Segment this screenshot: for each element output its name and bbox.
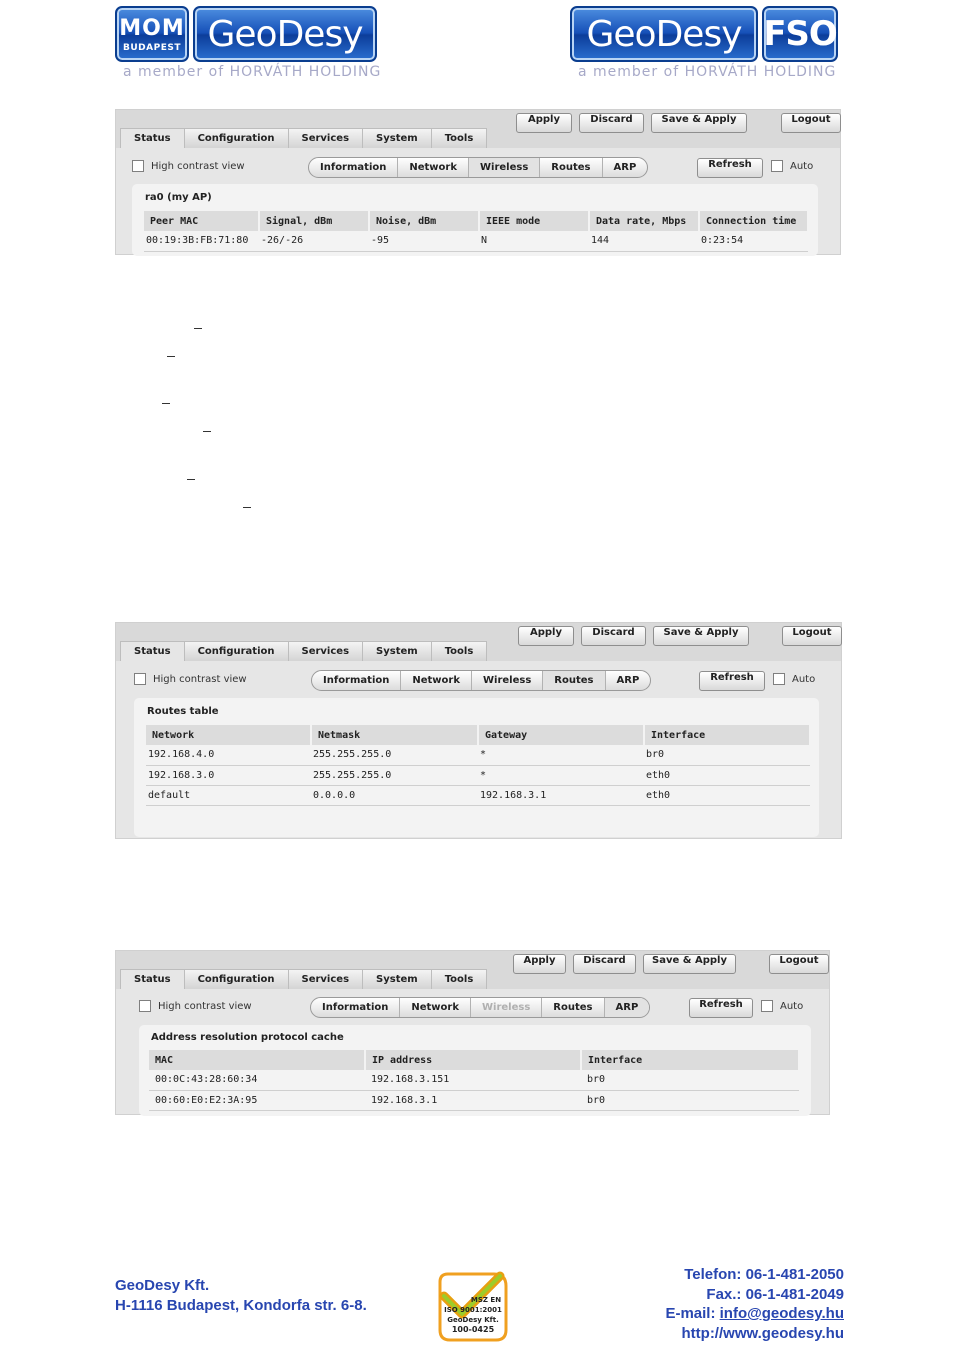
fax: Fax.: 06-1-481-2049 <box>706 1285 844 1303</box>
interface-title: ra0 (my AP) <box>145 192 212 203</box>
col-mac: MAC <box>149 1050 365 1070</box>
website[interactable]: http://www.geodesy.hu <box>681 1324 844 1342</box>
dash-mark <box>187 479 195 480</box>
apply-button[interactable]: Apply <box>518 626 574 646</box>
refresh-button[interactable]: Refresh <box>689 998 753 1018</box>
tab-network[interactable]: Network <box>398 158 469 177</box>
arp-cache-title: Address resolution protocol cache <box>151 1032 344 1043</box>
nav-configuration[interactable]: Configuration <box>184 641 289 661</box>
col-data-rate: Data rate, Mbps <box>589 211 699 231</box>
discard-button[interactable]: Discard <box>573 954 636 974</box>
main-toolbar <box>116 110 840 148</box>
dash-mark <box>203 431 211 432</box>
table-row: default 0.0.0.0 192.168.3.1 eth0 <box>146 785 810 805</box>
nav-services[interactable]: Services <box>288 641 364 661</box>
high-contrast-checkbox[interactable] <box>134 673 146 685</box>
routes-table-title: Routes table <box>147 706 219 717</box>
tab-routes[interactable]: Routes <box>540 158 602 177</box>
main-nav <box>120 641 486 661</box>
high-contrast-checkbox[interactable] <box>132 160 144 172</box>
wireless-peers-table <box>144 211 809 252</box>
nav-status[interactable]: Status <box>120 969 185 989</box>
nav-configuration[interactable]: Configuration <box>184 128 289 148</box>
auto-checkbox[interactable] <box>773 673 785 685</box>
arp-status-panel <box>115 950 830 1115</box>
fso-brand: FSO <box>762 6 838 62</box>
footer-company-info <box>115 1276 367 1316</box>
tab-wireless[interactable]: Wireless <box>471 998 542 1017</box>
geodesy-brand: GeoDesy <box>193 6 377 62</box>
nav-tools[interactable]: Tools <box>431 128 488 148</box>
mom-budapest-logo: MOM BUDAPEST <box>115 6 189 62</box>
email-line: E-mail: info@geodesy.hu <box>665 1305 844 1322</box>
tab-routes[interactable]: Routes <box>542 998 604 1017</box>
tab-information[interactable]: Information <box>312 671 401 690</box>
company-name: GeoDesy Kft. <box>115 1277 210 1294</box>
right-tagline: a member of HORVÁTH HOLDING <box>578 64 837 80</box>
save-apply-button[interactable]: Save & Apply <box>643 954 736 974</box>
auto-refresh-toggle[interactable]: Auto <box>771 160 813 172</box>
discard-button[interactable]: Discard <box>581 626 646 646</box>
nav-services[interactable]: Services <box>288 128 364 148</box>
col-gateway: Gateway <box>478 725 644 745</box>
arp-table <box>149 1050 800 1111</box>
logout-button[interactable]: Logout <box>782 626 842 646</box>
nav-system[interactable]: System <box>362 128 432 148</box>
auto-refresh-toggle[interactable]: Auto <box>761 1000 803 1012</box>
dash-mark <box>194 328 202 329</box>
col-ieee-mode: IEEE mode <box>479 211 589 231</box>
save-apply-button[interactable]: Save & Apply <box>653 626 749 646</box>
table-row: 192.168.3.0 255.255.255.0 * eth0 <box>146 765 810 785</box>
status-subnav <box>308 157 648 178</box>
logout-button[interactable]: Logout <box>769 954 829 974</box>
footer-contact-info <box>665 1265 844 1343</box>
routes-table <box>146 725 811 806</box>
logout-button[interactable]: Logout <box>781 113 841 133</box>
col-network: Network <box>146 725 311 745</box>
nav-system[interactable]: System <box>362 641 432 661</box>
apply-button[interactable]: Apply <box>513 954 566 974</box>
nav-system[interactable]: System <box>362 969 432 989</box>
col-signal: Signal, dBm <box>259 211 369 231</box>
routes-content <box>134 698 819 837</box>
col-interface: Interface <box>581 1050 799 1070</box>
badge-line2: ISO 9001:2001 <box>444 1306 502 1314</box>
refresh-button[interactable]: Refresh <box>697 158 763 178</box>
email-link[interactable]: info@geodesy.hu <box>719 1305 844 1322</box>
status-subnav <box>311 670 651 691</box>
table-row: 00:0C:43:28:60:34 192.168.3.151 br0 <box>149 1070 799 1090</box>
wireless-content <box>132 184 818 256</box>
col-netmask: Netmask <box>311 725 478 745</box>
auto-checkbox[interactable] <box>771 160 783 172</box>
left-tagline: a member of HORVÁTH HOLDING <box>123 64 382 80</box>
tab-routes[interactable]: Routes <box>543 671 605 690</box>
save-apply-button[interactable]: Save & Apply <box>651 113 747 133</box>
wireless-status-panel <box>115 109 841 255</box>
table-header-row <box>149 1050 799 1070</box>
table-row: 00:19:3B:FB:71:80 -26/-26 -95 N 144 0:23:54 <box>144 231 808 251</box>
routes-status-panel <box>115 622 842 839</box>
tab-network[interactable]: Network <box>400 998 471 1017</box>
geodesy-fso-logo <box>570 6 838 80</box>
tab-network[interactable]: Network <box>401 671 472 690</box>
auto-checkbox[interactable] <box>761 1000 773 1012</box>
col-peer-mac: Peer MAC <box>144 211 259 231</box>
high-contrast-toggle[interactable]: High contrast view <box>134 673 247 685</box>
nav-tools[interactable]: Tools <box>431 969 488 989</box>
tab-wireless[interactable]: Wireless <box>472 671 543 690</box>
badge-line4: 100-0425 <box>451 1325 495 1334</box>
geodesy-fso-brand: GeoDesy <box>570 6 758 62</box>
status-subnav <box>310 997 650 1018</box>
badge-line3: GeoDesy Kft. <box>447 1316 499 1324</box>
refresh-button[interactable]: Refresh <box>699 671 765 691</box>
table-header-row <box>146 725 810 745</box>
tab-arp[interactable]: ARP <box>613 162 637 173</box>
apply-button[interactable]: Apply <box>516 113 572 133</box>
discard-button[interactable]: Discard <box>579 113 644 133</box>
company-address: H-1116 Budapest, Kondorfa str. 6-8. <box>115 1297 367 1314</box>
high-contrast-toggle[interactable]: High contrast view <box>132 160 245 172</box>
tab-wireless[interactable]: Wireless <box>469 158 540 177</box>
auto-refresh-toggle[interactable]: Auto <box>773 673 815 685</box>
nav-services[interactable]: Services <box>288 969 364 989</box>
main-nav <box>120 969 486 989</box>
col-noise: Noise, dBm <box>369 211 479 231</box>
dash-mark <box>167 356 175 357</box>
main-toolbar <box>116 951 829 989</box>
main-nav <box>120 128 486 148</box>
tab-information[interactable]: Information <box>309 158 398 177</box>
iso-certification-badge <box>434 1268 512 1344</box>
col-connection-time: Connection time <box>699 211 808 231</box>
col-ip-address: IP address <box>365 1050 581 1070</box>
table-row: 192.168.4.0 255.255.255.0 * br0 <box>146 745 810 765</box>
dash-mark <box>162 403 170 404</box>
table-row: 00:60:E0:E2:3A:95 192.168.3.1 br0 <box>149 1090 799 1110</box>
tab-arp[interactable]: ARP <box>616 675 640 686</box>
badge-line1: MSZ EN <box>470 1296 502 1304</box>
nav-configuration[interactable]: Configuration <box>184 969 289 989</box>
high-contrast-checkbox[interactable] <box>139 1000 151 1012</box>
tab-arp[interactable]: ARP <box>605 998 650 1017</box>
nav-status[interactable]: Status <box>120 128 185 148</box>
table-header-row <box>144 211 808 231</box>
main-toolbar <box>116 623 841 661</box>
col-interface: Interface <box>644 725 810 745</box>
dash-mark <box>243 507 251 508</box>
geodesy-logo <box>115 6 382 80</box>
nav-tools[interactable]: Tools <box>431 641 488 661</box>
nav-status[interactable]: Status <box>120 641 185 661</box>
phone: Telefon: 06-1-481-2050 <box>684 1266 844 1283</box>
high-contrast-toggle[interactable]: High contrast view <box>139 1000 252 1012</box>
arp-content <box>139 1025 811 1116</box>
tab-information[interactable]: Information <box>311 998 400 1017</box>
